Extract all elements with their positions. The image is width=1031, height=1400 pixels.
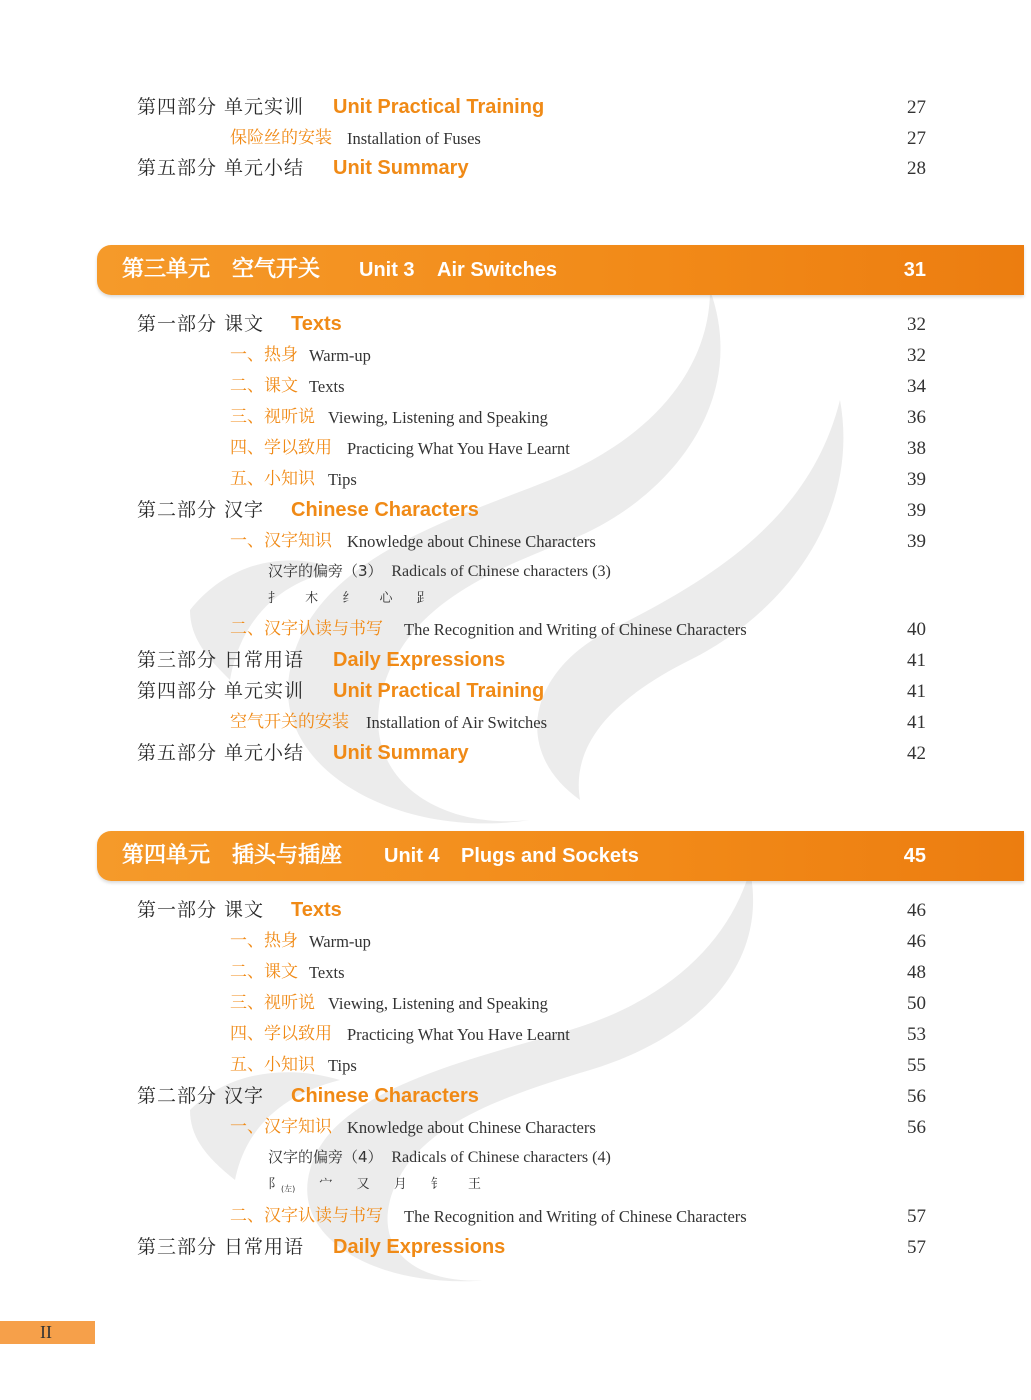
radical-glyph: 木 <box>305 591 319 606</box>
unit-number: Unit 4 <box>384 845 440 867</box>
radical-glyph: 扌 <box>268 591 282 606</box>
radicals-en-label: Radicals of Chinese characters (3) <box>391 563 611 580</box>
toc-part-row[interactable] <box>0 495 1031 526</box>
radical-glyph: 钅 <box>430 1177 444 1192</box>
part-en-label: Unit Practical Training <box>333 680 545 702</box>
unit-4-header-bar[interactable] <box>97 831 1024 881</box>
page-number: 36 <box>907 407 926 428</box>
sub-en-label: Tips <box>328 470 357 489</box>
sub-cn-label: 四、学以致用 <box>230 1024 332 1044</box>
page-number: 41 <box>907 650 926 671</box>
toc-sub-row[interactable] <box>0 614 1031 645</box>
toc-part-row[interactable] <box>0 1081 1031 1112</box>
unit-en-title: Air Switches <box>437 259 558 281</box>
page-number: 46 <box>907 900 926 921</box>
toc-sub-row[interactable] <box>0 371 1031 402</box>
toc-sub-row[interactable] <box>0 402 1031 433</box>
part-cn-label: 第四部分 单元实训 <box>137 680 305 702</box>
sub-en-label: The Recognition and Writing of Chinese Characters <box>404 620 747 639</box>
radical-glyph: 王 <box>468 1177 482 1192</box>
toc-part-row[interactable] <box>0 738 1031 769</box>
toc-sub-row[interactable] <box>0 957 1031 988</box>
page-number: 39 <box>907 500 926 521</box>
page-number: 46 <box>907 931 926 952</box>
toc-part-row[interactable] <box>0 895 1031 926</box>
toc-sub-row[interactable] <box>0 433 1031 464</box>
page-number: 56 <box>907 1117 926 1138</box>
radicals-line <box>268 1143 611 1171</box>
sub-cn-label: 一、汉字知识 <box>230 531 332 551</box>
sub-cn-label: 二、汉字认读与书写 <box>230 1206 383 1226</box>
sub-cn-label: 空气开关的安装 <box>230 712 349 732</box>
sub-cn-label: 三、视听说 <box>230 407 315 427</box>
part-cn-label: 第二部分 汉字 <box>137 499 265 521</box>
sub-cn-label: 五、小知识 <box>230 1055 315 1075</box>
sub-cn-label: 五、小知识 <box>230 469 315 489</box>
sub-en-label: Viewing, Listening and Speaking <box>328 408 548 427</box>
page-number: 40 <box>907 619 926 640</box>
radicals-cn-label: 汉字的偏旁（3） <box>268 562 383 580</box>
part-cn-label: 第五部分 单元小结 <box>137 157 305 179</box>
unit-page-number: 45 <box>903 845 926 867</box>
unit-cn-title: 第三单元 空气开关 <box>122 257 321 282</box>
toc-sub-row[interactable] <box>0 926 1031 957</box>
page-number: 53 <box>907 1024 926 1045</box>
toc-sub-row[interactable] <box>0 988 1031 1019</box>
toc-sub-row[interactable] <box>0 1050 1031 1081</box>
part-cn-label: 第五部分 单元小结 <box>137 742 305 764</box>
radical-glyphs <box>268 585 450 613</box>
toc-part-row[interactable] <box>0 1232 1031 1263</box>
sub-cn-label: 一、热身 <box>230 345 298 365</box>
sub-cn-label: 三、视听说 <box>230 993 315 1013</box>
sub-en-label: Warm-up <box>309 346 371 365</box>
toc-sub-row[interactable] <box>0 464 1031 495</box>
toc-part-row[interactable] <box>0 309 1031 340</box>
radical-glyph-char: 阝 <box>268 1177 282 1192</box>
toc-sub-row[interactable] <box>0 526 1031 557</box>
radicals-cn-label: 汉字的偏旁（4） <box>268 1148 383 1166</box>
sub-en-label: Viewing, Listening and Speaking <box>328 994 548 1013</box>
sub-en-label: Texts <box>309 377 345 396</box>
page-number: 55 <box>907 1055 926 1076</box>
sub-en-label: Warm-up <box>309 932 371 951</box>
page-number: 41 <box>907 681 926 702</box>
part-en-label: Unit Summary <box>333 742 469 764</box>
radical-glyph: 又 <box>356 1177 370 1192</box>
toc-sub-row[interactable] <box>0 1112 1031 1143</box>
sub-en-label: Installation of Fuses <box>347 129 481 148</box>
part-en-label: Chinese Characters <box>291 1085 479 1107</box>
toc-sub-row[interactable] <box>0 340 1031 371</box>
part-en-label: Daily Expressions <box>333 1236 506 1258</box>
radicals-en-label: Radicals of Chinese characters (4) <box>391 1149 611 1166</box>
part-en-label: Daily Expressions <box>333 649 506 671</box>
page-number: 41 <box>907 712 926 733</box>
sub-cn-label: 二、课文 <box>230 962 298 982</box>
unit-en-title: Plugs and Sockets <box>461 845 639 867</box>
part-en-label: Chinese Characters <box>291 499 479 521</box>
sub-en-label: Practicing What You Have Learnt <box>347 1025 570 1044</box>
sub-en-label: The Recognition and Writing of Chinese Characters <box>404 1207 747 1226</box>
unit-page-number: 31 <box>903 259 926 281</box>
page-number: 34 <box>907 376 926 397</box>
sub-en-label: Texts <box>309 963 345 982</box>
footer-page-number: II <box>40 1322 52 1342</box>
part-en-label: Unit Practical Training <box>333 96 545 118</box>
page-number: 28 <box>907 158 926 179</box>
radical-glyph: 宀 <box>319 1177 333 1192</box>
toc-sub-row[interactable] <box>0 123 1031 154</box>
sub-en-label: Practicing What You Have Learnt <box>347 439 570 458</box>
radical-glyph: 心 <box>379 591 393 606</box>
sub-cn-label: 一、热身 <box>230 931 298 951</box>
radical-glyph: 月 <box>393 1177 407 1192</box>
unit-3-header-bar[interactable] <box>97 245 1024 295</box>
page-number: 27 <box>907 97 926 118</box>
toc-sub-row[interactable] <box>0 707 1031 738</box>
page-number: 57 <box>907 1206 926 1227</box>
part-cn-label: 第三部分 日常用语 <box>137 649 305 671</box>
toc-sub-row[interactable] <box>0 1201 1031 1232</box>
sub-en-label: Installation of Air Switches <box>366 713 548 732</box>
part-cn-label: 第一部分 课文 <box>137 313 265 335</box>
sub-cn-label: 保险丝的安装 <box>230 128 332 148</box>
part-cn-label: 第三部分 日常用语 <box>137 1236 305 1258</box>
sub-en-label: Tips <box>328 1056 357 1075</box>
radical-glyph: 纟 <box>342 591 356 606</box>
page-number: 48 <box>907 962 926 983</box>
unit-cn-title: 第四单元 插头与插座 <box>122 843 343 868</box>
toc-sub-row[interactable] <box>0 1019 1031 1050</box>
toc-part-row[interactable] <box>0 676 1031 707</box>
part-cn-label: 第一部分 课文 <box>137 899 265 921</box>
sub-en-label: Knowledge about Chinese Characters <box>347 532 596 551</box>
radical-glyph-note: (左) <box>281 1184 296 1194</box>
radical-glyph: 𧾷 <box>416 591 430 606</box>
page-number: 57 <box>907 1237 926 1258</box>
part-en-label: Unit Summary <box>333 157 469 179</box>
page-number: 27 <box>907 128 926 149</box>
part-en-label: Texts <box>291 899 342 921</box>
sub-cn-label: 二、课文 <box>230 376 298 396</box>
sub-en-label: Knowledge about Chinese Characters <box>347 1118 596 1137</box>
page-number: 42 <box>907 743 926 764</box>
page-number: 38 <box>907 438 926 459</box>
sub-cn-label: 四、学以致用 <box>230 438 332 458</box>
part-cn-label: 第四部分 单元实训 <box>137 96 305 118</box>
toc-part-row[interactable] <box>0 645 1031 676</box>
sub-cn-label: 二、汉字认读与书写 <box>230 619 383 639</box>
radicals-line <box>268 557 611 585</box>
page-number: 32 <box>907 345 926 366</box>
page-number: 56 <box>907 1086 926 1107</box>
unit-number: Unit 3 <box>359 259 415 281</box>
toc-part-row[interactable] <box>0 153 1031 184</box>
radical-glyph <box>268 1171 295 1204</box>
page-number: 39 <box>907 469 926 490</box>
toc-part-row[interactable] <box>0 92 1031 123</box>
page-number: 39 <box>907 531 926 552</box>
radical-glyphs <box>268 1171 501 1199</box>
page-number: 50 <box>907 993 926 1014</box>
page-number: 32 <box>907 314 926 335</box>
part-en-label: Texts <box>291 313 342 335</box>
sub-cn-label: 一、汉字知识 <box>230 1117 332 1137</box>
part-cn-label: 第二部分 汉字 <box>137 1085 265 1107</box>
